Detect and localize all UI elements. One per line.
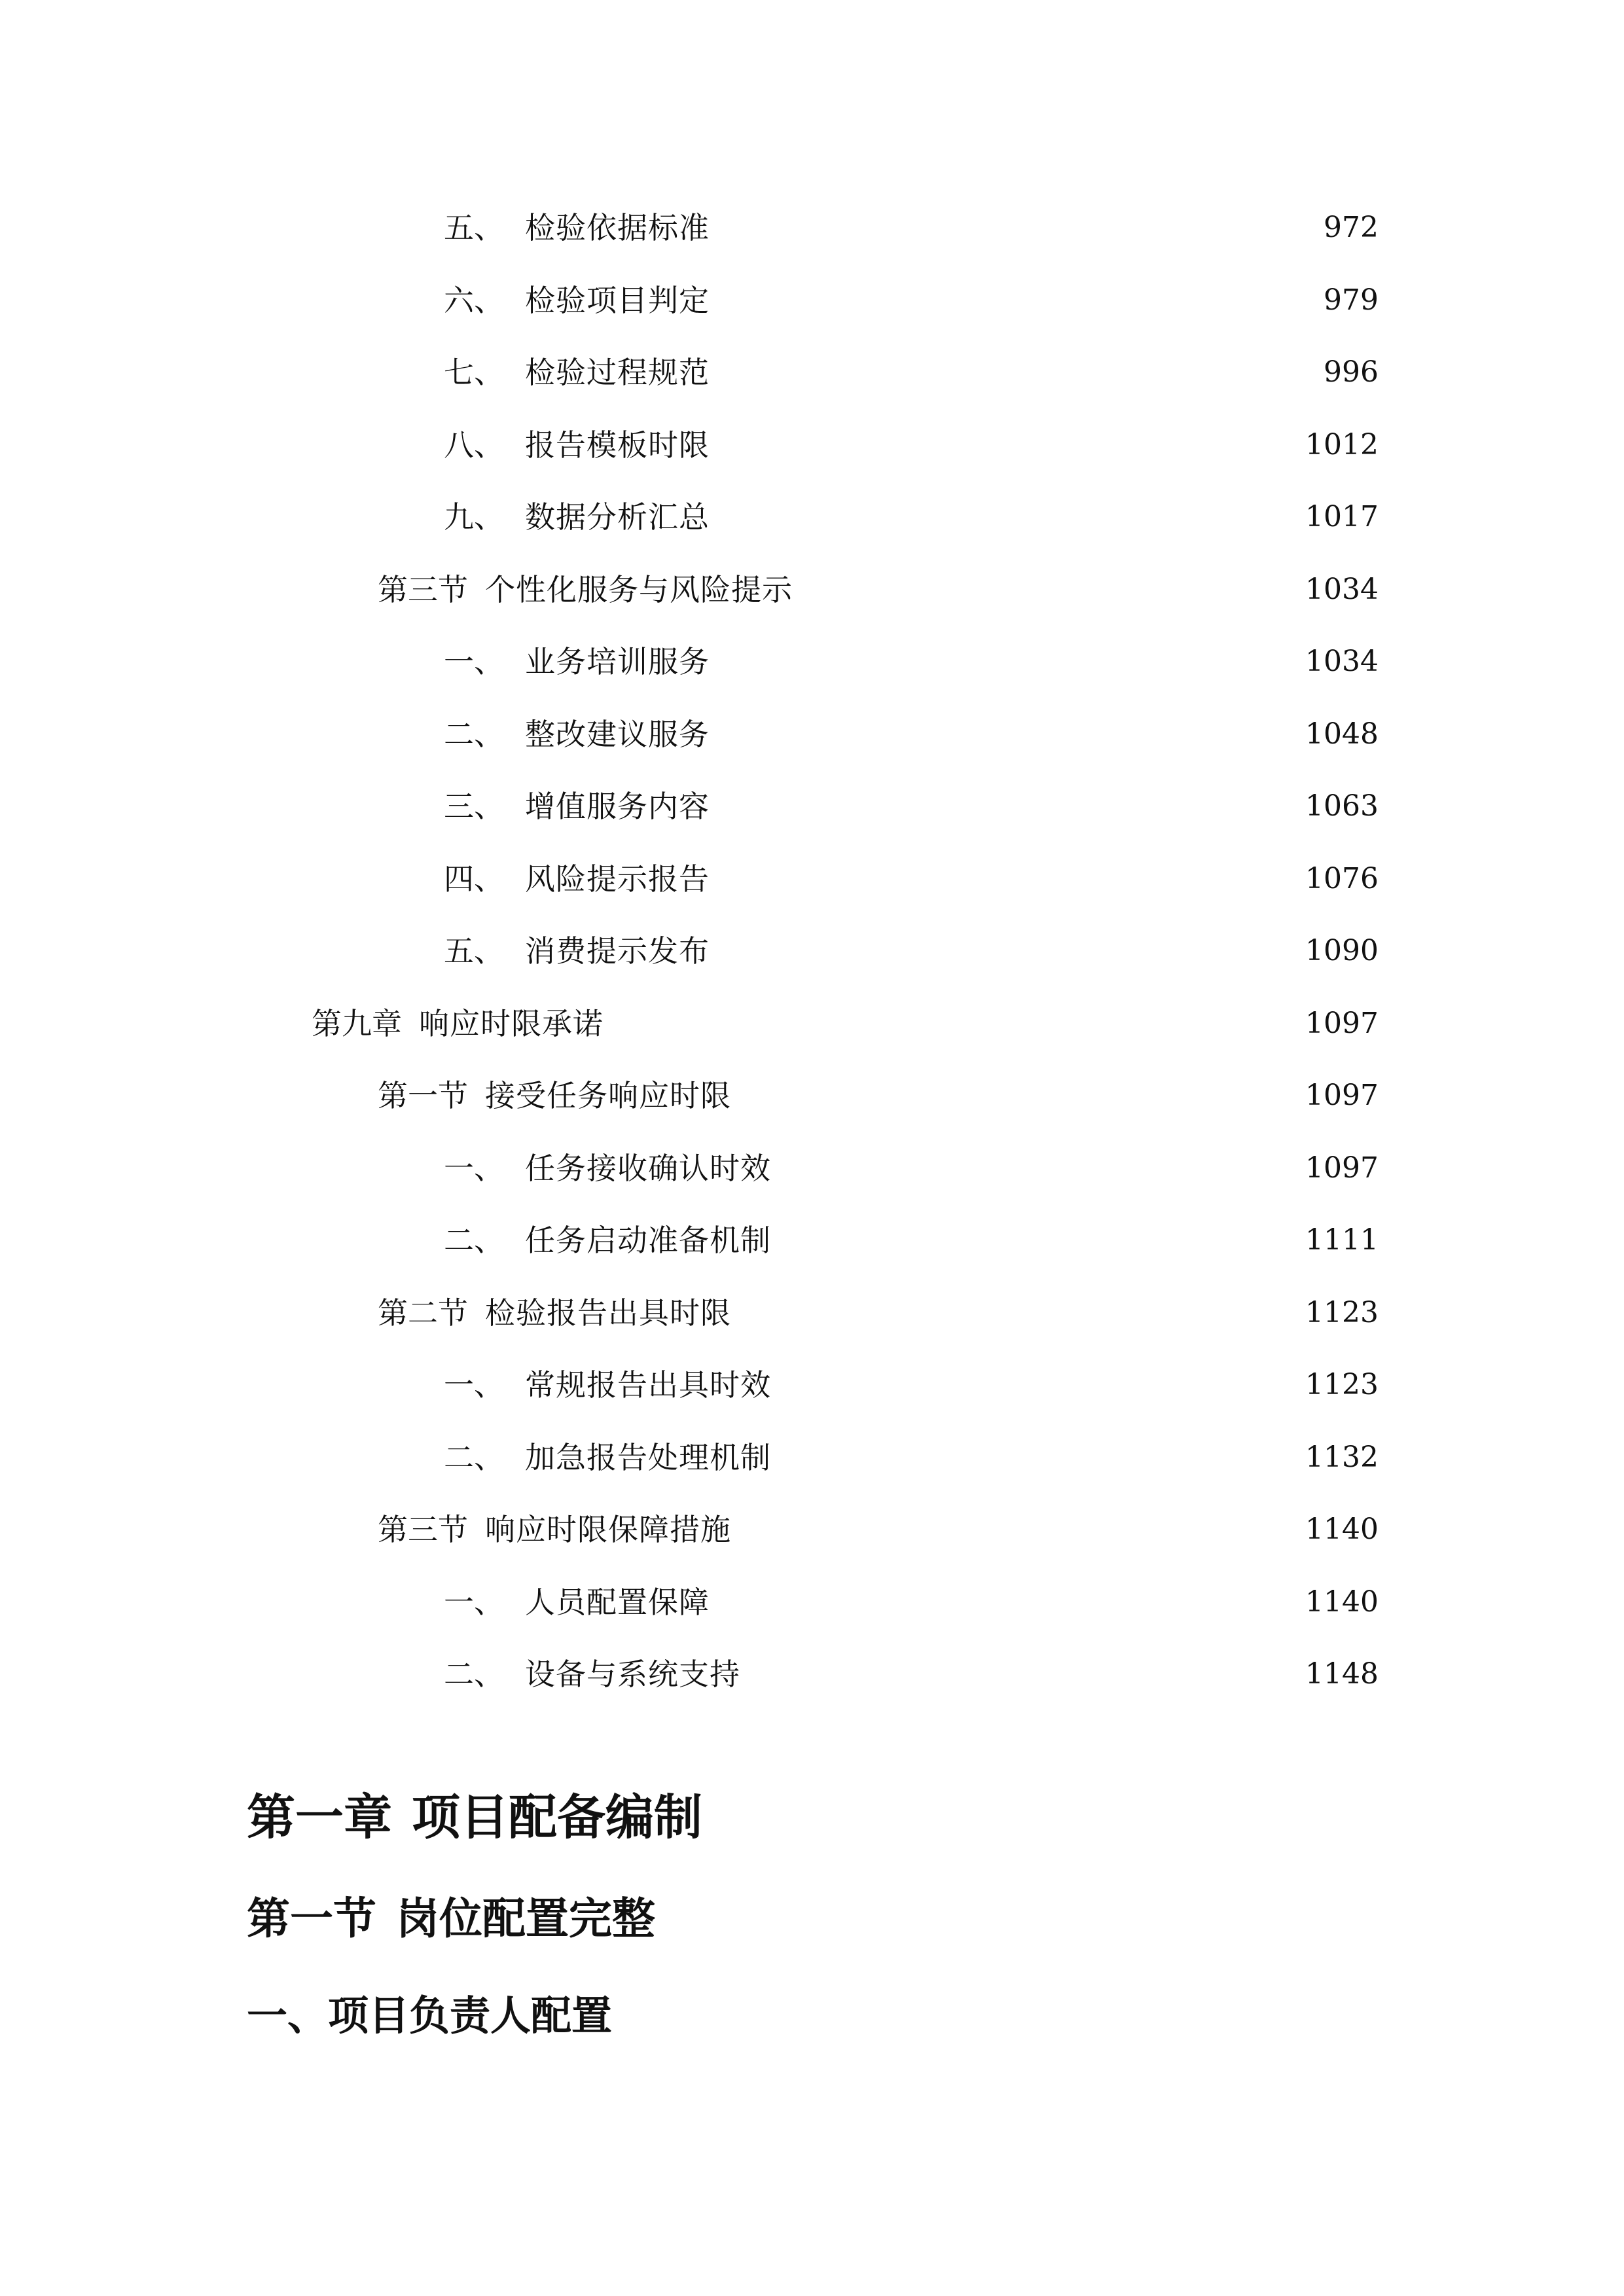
toc-dot-leader (715, 936, 1295, 966)
toc-dot-leader (715, 1587, 1295, 1617)
toc-row[interactable] (0, 1566, 1624, 1639)
toc-row[interactable] (0, 1638, 1624, 1711)
toc-row-inner (444, 1150, 1379, 1186)
toc-page-number: 1034 (1305, 572, 1379, 606)
toc-row-inner (378, 571, 1379, 607)
toc-page-number: 1148 (1305, 1657, 1379, 1691)
table-of-contents (0, 192, 1624, 1711)
toc-page-number: 1017 (1305, 500, 1379, 534)
toc-section-row[interactable] (0, 554, 1624, 626)
toc-row-inner (444, 355, 1379, 391)
toc-page-number: 1140 (1305, 1513, 1379, 1547)
toc-row[interactable] (0, 481, 1624, 554)
chapter-heading (247, 1779, 702, 1848)
chapter-heading-prefix: 第一章 (247, 1789, 392, 1846)
toc-item-number: 三、 (444, 789, 504, 825)
toc-item-title: 业务培训服务 (525, 644, 710, 680)
toc-item-title: 加急报告处理机制 (525, 1439, 771, 1475)
toc-item-title: 数据分析汇总 (525, 499, 710, 535)
toc-item-title: 报告模板时限 (525, 427, 710, 463)
toc-item-number: 一、 (444, 1150, 504, 1186)
toc-section-prefix: 第三节 (378, 1512, 468, 1548)
toc-dot-leader (776, 1370, 1295, 1400)
toc-section-prefix: 第三节 (378, 571, 468, 607)
toc-section-title: 检验报告出具时限 (485, 1295, 731, 1331)
toc-row-inner (378, 1295, 1379, 1331)
toc-page-number: 1012 (1305, 427, 1379, 461)
toc-row-inner (444, 282, 1379, 318)
toc-item-title: 任务启动准备机制 (525, 1223, 771, 1259)
toc-row[interactable] (0, 1422, 1624, 1494)
toc-item-number: 四、 (444, 861, 504, 897)
toc-dot-leader (609, 1009, 1295, 1039)
section-heading-prefix: 第一节 (247, 1893, 376, 1944)
toc-row-inner (444, 789, 1379, 825)
toc-dot-leader (776, 1443, 1295, 1473)
toc-item-number: 二、 (444, 1657, 504, 1693)
toc-item-title: 常规报告出具时效 (525, 1367, 771, 1403)
toc-section-row[interactable] (0, 1277, 1624, 1350)
toc-item-number: 八、 (444, 427, 504, 463)
toc-page-number: 996 (1324, 355, 1379, 389)
toc-page-number: 979 (1324, 283, 1379, 317)
toc-page-number: 1097 (1305, 1151, 1379, 1185)
toc-item-number: 二、 (444, 716, 504, 752)
toc-item-number: 七、 (444, 355, 504, 391)
toc-dot-leader (736, 1515, 1295, 1545)
toc-row[interactable] (0, 843, 1624, 916)
toc-item-number: 一、 (444, 1584, 504, 1620)
toc-item-number: 五、 (444, 933, 504, 969)
toc-item-title: 人员配置保障 (525, 1584, 710, 1620)
toc-row-inner (444, 1657, 1379, 1693)
toc-dot-leader (715, 430, 1295, 460)
chapter-heading-title: 项目配备编制 (412, 1789, 702, 1846)
toc-page-number: 1111 (1305, 1223, 1379, 1257)
toc-item-number: 二、 (444, 1439, 504, 1475)
toc-section-prefix: 第一节 (378, 1078, 468, 1114)
toc-row[interactable] (0, 192, 1624, 264)
toc-row[interactable] (0, 1349, 1624, 1422)
toc-row-inner (444, 210, 1379, 246)
toc-page-number: 1048 (1305, 717, 1379, 751)
toc-row-inner (444, 716, 1379, 752)
toc-item-number: 一、 (444, 644, 504, 680)
toc-item-title: 整改建议服务 (525, 716, 710, 752)
toc-item-number: 一、 (444, 1367, 504, 1403)
toc-page-number: 1132 (1305, 1440, 1379, 1474)
toc-dot-leader (715, 357, 1313, 387)
toc-row[interactable] (0, 698, 1624, 771)
toc-item-number: 五、 (444, 210, 504, 246)
toc-chapter-prefix: 第九章 (312, 1005, 402, 1041)
toc-dot-leader (715, 864, 1295, 894)
section-heading-title: 岗位配置完整 (396, 1893, 655, 1944)
toc-dot-leader (715, 502, 1295, 532)
toc-row[interactable] (0, 336, 1624, 409)
toc-row[interactable] (0, 409, 1624, 482)
toc-row[interactable] (0, 1204, 1624, 1277)
toc-item-title: 检验项目判定 (525, 282, 710, 318)
toc-item-title: 增值服务内容 (525, 789, 710, 825)
toc-dot-leader (746, 1659, 1295, 1689)
toc-dot-leader (715, 647, 1295, 677)
toc-row-inner (444, 644, 1379, 680)
toc-item-title: 设备与系统支持 (525, 1657, 740, 1693)
toc-row-inner (378, 1512, 1379, 1548)
toc-dot-leader (736, 1298, 1295, 1328)
toc-section-prefix: 第二节 (378, 1295, 468, 1331)
toc-dot-leader (715, 213, 1313, 243)
toc-row-inner (444, 933, 1379, 969)
toc-dot-leader (715, 719, 1295, 749)
toc-item-title: 任务接收确认时效 (525, 1150, 771, 1186)
toc-row-inner (444, 861, 1379, 897)
toc-row-inner (444, 1439, 1379, 1475)
toc-row[interactable] (0, 626, 1624, 698)
toc-dot-leader (715, 791, 1295, 821)
toc-row[interactable] (0, 264, 1624, 337)
toc-item-title: 消费提示发布 (525, 933, 710, 969)
toc-page-number: 1097 (1305, 1079, 1379, 1113)
toc-page-number: 1123 (1305, 1368, 1379, 1402)
toc-page-number: 1076 (1305, 861, 1379, 895)
toc-chapter-title: 响应时限承诺 (419, 1005, 604, 1041)
toc-page-number: 1063 (1305, 789, 1379, 823)
toc-section-row[interactable] (0, 1060, 1624, 1132)
toc-page-number: 1090 (1305, 934, 1379, 968)
toc-item-number: 九、 (444, 499, 504, 535)
toc-item-number: 二、 (444, 1223, 504, 1259)
toc-dot-leader (715, 285, 1313, 315)
toc-page-number: 1123 (1305, 1295, 1379, 1329)
toc-section-title: 接受任务响应时限 (485, 1078, 731, 1114)
toc-page-number: 972 (1324, 211, 1379, 245)
toc-page-number: 1034 (1305, 645, 1379, 679)
toc-row-inner (312, 1005, 1379, 1041)
toc-dot-leader (776, 1225, 1295, 1255)
toc-row-inner (444, 427, 1379, 463)
toc-section-title: 个性化服务与风险提示 (485, 571, 793, 607)
toc-dot-leader (776, 1153, 1295, 1183)
toc-section-title: 响应时限保障措施 (485, 1512, 731, 1548)
toc-row-inner (378, 1078, 1379, 1114)
toc-row-inner (444, 1584, 1379, 1620)
toc-row-inner (444, 499, 1379, 535)
toc-row-inner (444, 1223, 1379, 1259)
toc-row[interactable] (0, 770, 1624, 843)
toc-dot-leader (798, 575, 1295, 605)
subsection-heading: 一、项目负责人配置 (247, 1992, 613, 2039)
toc-item-title: 风险提示报告 (525, 861, 710, 897)
toc-chapter-row[interactable] (0, 988, 1624, 1060)
toc-row[interactable] (0, 915, 1624, 988)
toc-item-title: 检验过程规范 (525, 355, 710, 391)
toc-section-row[interactable] (0, 1494, 1624, 1566)
toc-page-number: 1140 (1305, 1585, 1379, 1619)
toc-item-title: 检验依据标准 (525, 210, 710, 246)
toc-page-number: 1097 (1305, 1006, 1379, 1040)
toc-item-number: 六、 (444, 282, 504, 318)
section-heading (247, 1884, 655, 1946)
toc-row[interactable] (0, 1132, 1624, 1205)
toc-dot-leader (736, 1081, 1295, 1111)
toc-row-inner (444, 1367, 1379, 1403)
